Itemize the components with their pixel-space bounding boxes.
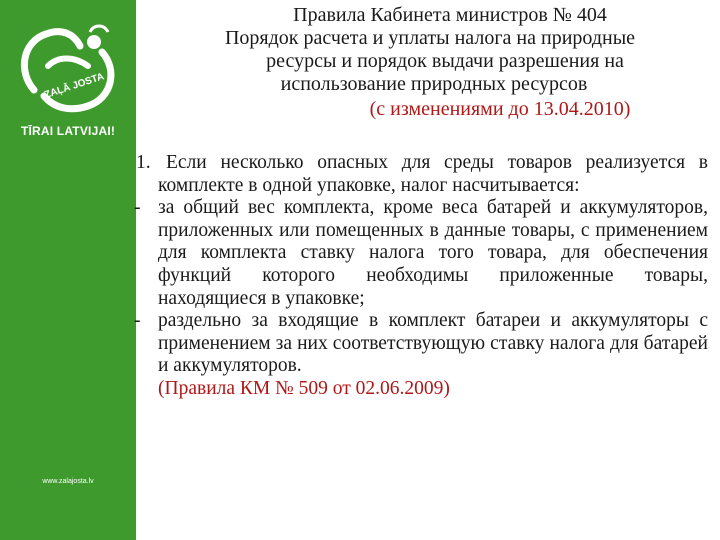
numbered-paragraph [134,152,708,197]
item-number: 1. [136,152,151,173]
slide-body [134,152,708,401]
slide-header [150,4,710,121]
title-line-3: ресурсы и порядок выдачи разрешения на [266,50,624,72]
zala-josta-logo [14,20,122,120]
dash-marker: - [134,197,141,219]
logo-emblem-icon [14,20,122,120]
regulation-reference: (Правила КМ № 509 от 02.06.2009) [158,377,450,399]
list-item [134,197,708,310]
dash-marker: - [134,310,141,332]
amendment-note: (с изменениями до 13.04.2010) [369,98,631,120]
title-line-1: Правила Кабинета министров № 404 [293,4,607,26]
title-line-2: Порядок расчета и уплаты налога на природные [224,27,636,49]
intro-text: Если несколько опасных для среды товаров реализуется в комплекте в одной упаковке, налог насчитывается: [158,152,708,196]
bullet-text-1: за общий вес комплекта, кроме веса батарей и аккумуляторов, приложенных или помещенных в данные товары, с применением для комплекта ставку налога того товара, для обеспечения функций которого необходимы приложенные товары, находящиеся в упаковке; [158,197,708,309]
bullet-text-2: раздельно за входящие в комплект батареи и аккумуляторы с применением за них соответствующую ставку налога для батарей и аккумуляторов. [158,310,708,377]
logo-text: ZAĻĀ JOSTA [43,71,106,101]
title-line-4: использование природных ресурсов [280,73,588,95]
slogan: TĪRAI LATVIJAI! [20,124,116,138]
sidebar [0,0,136,540]
website-url[interactable]: www.zalajosta.lv [42,478,94,485]
list-item [134,310,708,378]
